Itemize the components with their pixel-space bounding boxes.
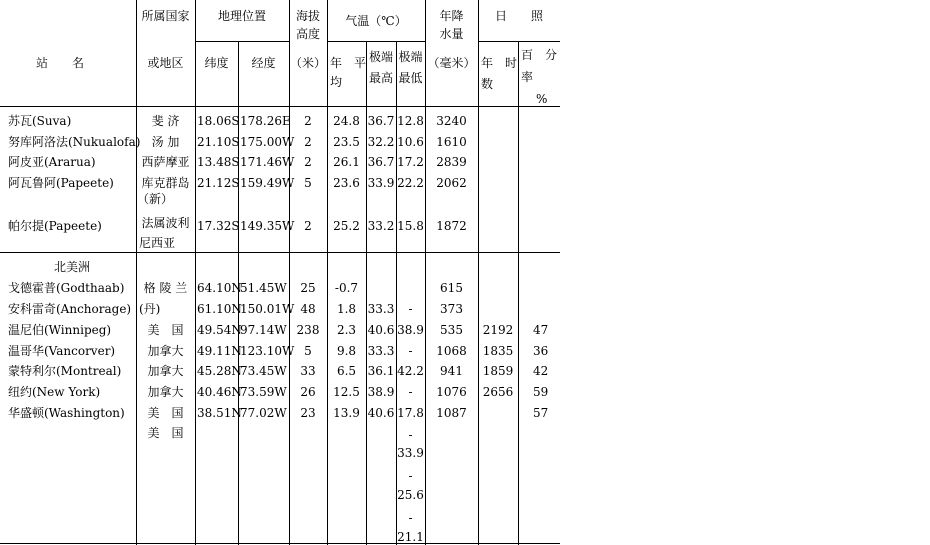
lon-cell: 175.00W — [240, 135, 295, 149]
header-sun-percent: % — [536, 92, 548, 106]
precip-cell: 1087 — [436, 406, 467, 420]
lon-cell: 159.49W — [240, 176, 295, 190]
precip-cell: 373 — [440, 302, 463, 316]
temp-min-cell: - — [408, 428, 413, 442]
lon-cell: 73.59W — [240, 385, 287, 399]
altitude-cell: 2 — [304, 155, 312, 169]
lon-cell: 73.45W — [240, 364, 287, 378]
temp-avg-cell: 6.5 — [336, 364, 357, 378]
country-cell: 加拿大 — [147, 364, 184, 378]
temp-avg-cell: -0.7 — [334, 281, 359, 295]
sun-hours-cell: 1859 — [482, 364, 514, 378]
country-cell: 格 陵 兰 — [143, 281, 188, 295]
header-altitude: 海拔 — [295, 9, 320, 23]
lon-cell: 178.26E — [240, 114, 291, 128]
temp-min-cell: 17.8 — [397, 406, 424, 420]
header-geo: 地理位置 — [217, 9, 266, 23]
sun-percent-cell: 42 — [533, 364, 549, 378]
country-cell: （新） — [137, 192, 174, 206]
temp-max-cell: 32.2 — [367, 135, 395, 149]
lon-cell: 97.14W — [240, 323, 287, 337]
header-sun-hours: 年 时 — [481, 56, 518, 70]
lat-cell: 49.54N — [197, 323, 242, 337]
temp-max-cell: 33.3 — [367, 302, 395, 316]
temp-avg-cell: 25.2 — [333, 219, 360, 233]
lat-cell: 49.11N — [197, 344, 242, 358]
col-rule — [136, 0, 137, 545]
header-country: 或地区 — [147, 56, 184, 70]
station-name: 阿皮亚(Ararua) — [8, 155, 96, 169]
lon-cell: 123.10W — [240, 344, 295, 358]
country-cell: 西萨摩亚 — [141, 155, 190, 169]
country-cell: 美 国 — [147, 323, 184, 337]
col-rule — [478, 0, 479, 545]
col-rule — [518, 41, 519, 545]
temp-min-cell: 33.9 — [397, 446, 424, 460]
sun-percent-cell: 59 — [533, 385, 549, 399]
altitude-cell: 238 — [296, 323, 320, 337]
header-precipitation: 水量 — [439, 27, 464, 41]
station-name: 帕尔提(Papeete) — [8, 219, 102, 233]
temp-min-cell: 21.1 — [397, 530, 424, 544]
country-cell: 斐 济 — [151, 114, 180, 128]
altitude-cell: 5 — [304, 344, 312, 358]
col-rule — [327, 0, 328, 545]
lat-cell: 40.46N — [197, 385, 242, 399]
temp-avg-cell: 23.5 — [333, 135, 360, 149]
temp-max-cell: 40.6 — [367, 406, 395, 420]
temp-min-cell: 22.2 — [397, 176, 424, 190]
header-sun-hours: 数 — [481, 77, 494, 91]
geo-sub-rule — [195, 41, 289, 42]
header-station: 站 名 — [35, 56, 84, 70]
precip-cell: 3240 — [436, 114, 467, 128]
lat-cell: 21.10S — [197, 135, 240, 149]
sun-percent-cell: 47 — [533, 323, 549, 337]
lat-cell: 64.10N — [197, 281, 242, 295]
temp-min-cell: - — [408, 511, 413, 525]
precip-cell: 1076 — [436, 385, 467, 399]
lat-cell: 13.48S — [197, 155, 240, 169]
temp-avg-cell: 13.9 — [333, 406, 360, 420]
header-temperature: 气温（℃） — [345, 14, 407, 28]
temp-max-cell: 40.6 — [367, 323, 395, 337]
temp-max-cell: 36.7 — [367, 155, 395, 169]
temp-max-cell: 38.9 — [367, 385, 395, 399]
altitude-cell: 2 — [304, 219, 312, 233]
temp-avg-cell: 24.8 — [333, 114, 360, 128]
col-rule — [195, 0, 196, 545]
header-lat: 纬度 — [204, 56, 229, 70]
lat-cell: 17.32S — [197, 219, 240, 233]
precip-cell: 615 — [440, 281, 463, 295]
lon-cell: 171.46W — [240, 155, 295, 169]
temp-max-cell: 33.2 — [367, 219, 395, 233]
temp-min-cell: 17.2 — [397, 155, 424, 169]
station-name: 努库阿洛法(Nukualofa) — [8, 135, 141, 149]
temp-min-cell: 10.6 — [397, 135, 424, 149]
temp-max-cell: 36.7 — [367, 114, 395, 128]
header-precipitation: （毫米） — [427, 56, 476, 70]
country-cell: 法属波利 — [141, 216, 190, 230]
header-temp-min: 极端 — [398, 50, 423, 64]
header-temp-avg: 均 — [330, 75, 343, 89]
header-sun-percent: 百 分 — [521, 48, 558, 62]
sun-percent-cell: 57 — [533, 406, 549, 420]
temp-min-cell: 38.9 — [397, 323, 424, 337]
header-temp-min: 最低 — [398, 71, 423, 85]
lon-cell: 149.35W — [240, 219, 295, 233]
bottom-rule — [0, 543, 560, 544]
altitude-cell: 25 — [300, 281, 316, 295]
sun-hours-cell: 1835 — [482, 344, 514, 358]
altitude-cell: 2 — [304, 114, 312, 128]
country-cell: 加拿大 — [147, 385, 184, 399]
lat-cell: 21.12S — [197, 176, 240, 190]
lon-cell: 150.01W — [240, 302, 295, 316]
lat-cell: 38.51N — [197, 406, 242, 420]
temp-avg-cell: 26.1 — [333, 155, 360, 169]
station-name: 阿瓦鲁阿(Papeete) — [8, 176, 114, 190]
altitude-cell: 5 — [304, 176, 312, 190]
lon-cell: 51.45W — [240, 281, 287, 295]
altitude-cell: 23 — [300, 406, 316, 420]
header-altitude: 高度 — [295, 27, 320, 41]
precip-cell: 2062 — [436, 176, 467, 190]
station-name: 温尼伯(Winnipeg) — [8, 323, 112, 337]
header-sunshine: 日 照 — [494, 9, 543, 23]
header-temp-avg: 年 平 — [330, 56, 367, 70]
temp-avg-cell: 1.8 — [336, 302, 357, 316]
precip-cell: 1068 — [436, 344, 467, 358]
header-precipitation: 年降 — [439, 9, 464, 23]
sun-hours-cell: 2656 — [482, 385, 514, 399]
sun-sub-rule — [478, 41, 560, 42]
temp-min-cell: - — [408, 385, 413, 399]
section-rule — [0, 252, 560, 253]
precip-cell: 535 — [440, 323, 463, 337]
sun-percent-cell: 36 — [533, 344, 549, 358]
country-cell: 加拿大 — [147, 344, 184, 358]
temp-min-cell: - — [408, 344, 413, 358]
section-title: 北美洲 — [54, 260, 91, 274]
country-cell: (丹) — [139, 302, 161, 316]
altitude-cell: 26 — [300, 385, 316, 399]
precip-cell: 1872 — [436, 219, 467, 233]
station-name: 戈德霍普(Godthaab) — [8, 281, 125, 295]
temp-min-cell: 25.6 — [397, 488, 424, 502]
precip-cell: 941 — [440, 364, 463, 378]
country-cell: 汤 加 — [151, 135, 180, 149]
temp-avg-cell: 2.3 — [336, 323, 357, 337]
header-temp-max: 最高 — [368, 71, 393, 85]
col-rule — [289, 0, 290, 545]
temp-max-cell: 33.3 — [367, 344, 395, 358]
precip-cell: 2839 — [436, 155, 467, 169]
station-name: 安科雷奇(Anchorage) — [8, 302, 132, 316]
header-temp-max: 极端 — [368, 50, 393, 64]
country-cell: 尼西亚 — [139, 236, 176, 250]
temp-min-cell: 15.8 — [397, 219, 424, 233]
country-cell: 库克群岛 — [141, 176, 190, 190]
temp-sub-rule — [327, 41, 425, 42]
temp-avg-cell: 23.6 — [333, 176, 360, 190]
temp-min-cell: - — [408, 469, 413, 483]
station-name: 纽约(New York) — [8, 385, 101, 399]
lat-cell: 45.28N — [197, 364, 242, 378]
country-cell: 美 国 — [147, 406, 184, 420]
temp-min-cell: 42.2 — [397, 364, 424, 378]
col-rule — [425, 0, 426, 545]
altitude-cell: 33 — [300, 364, 316, 378]
lat-cell: 61.10N — [197, 302, 242, 316]
lat-cell: 18.06S — [197, 114, 240, 128]
temp-min-cell: - — [408, 302, 413, 316]
lon-cell: 77.02W — [240, 406, 287, 420]
header-country: 所属国家 — [141, 9, 190, 23]
header-sun-percent: 率 — [521, 70, 534, 84]
altitude-cell: 2 — [304, 135, 312, 149]
temp-min-cell: 12.8 — [397, 114, 424, 128]
header-altitude: （米） — [289, 56, 326, 70]
temp-max-cell: 36.1 — [367, 364, 395, 378]
precip-cell: 1610 — [436, 135, 467, 149]
header-lon: 经度 — [251, 56, 276, 70]
station-name: 苏瓦(Suva) — [8, 114, 72, 128]
temp-avg-cell: 9.8 — [336, 344, 357, 358]
altitude-cell: 48 — [300, 302, 316, 316]
header-rule — [0, 106, 560, 107]
station-name: 温哥华(Vancorver) — [8, 344, 116, 358]
temp-avg-cell: 12.5 — [333, 385, 360, 399]
station-name: 蒙特利尔(Montreal) — [8, 364, 122, 378]
sun-hours-cell: 2192 — [482, 323, 514, 337]
temp-max-cell: 33.9 — [367, 176, 395, 190]
country-cell: 美 国 — [147, 426, 184, 440]
station-name: 华盛顿(Washington) — [8, 406, 125, 420]
